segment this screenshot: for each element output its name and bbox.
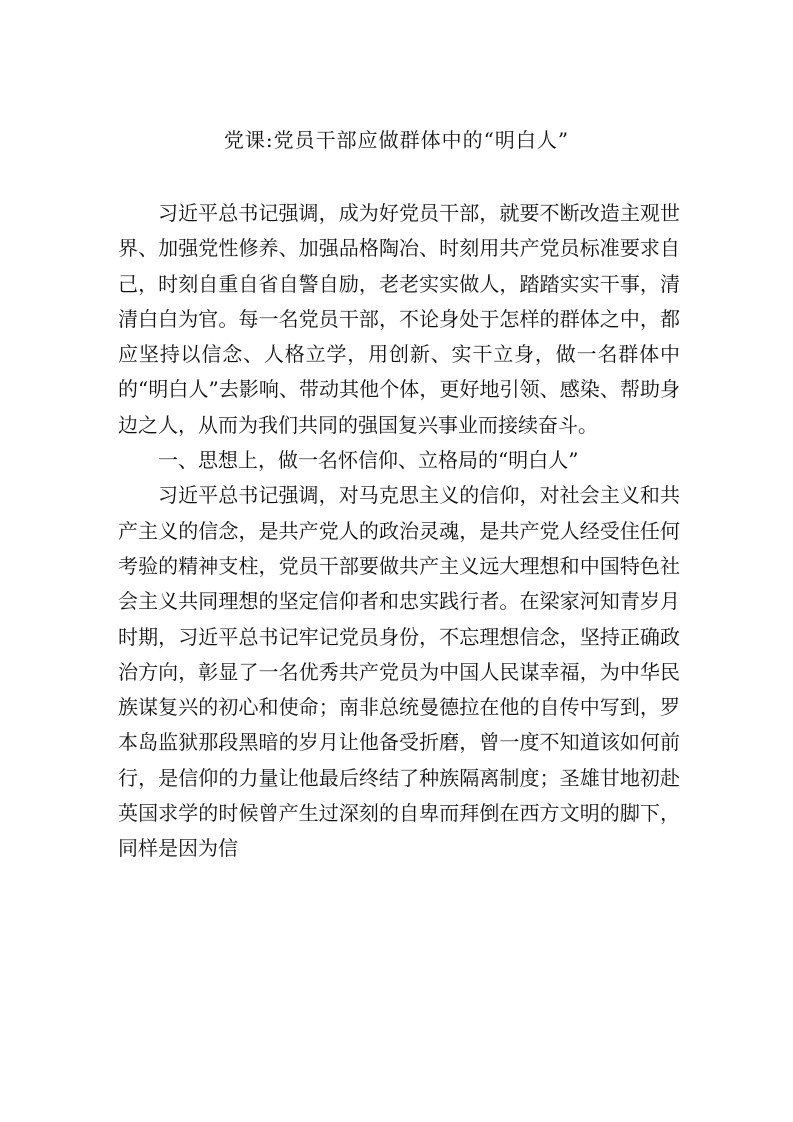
paragraph-section-1: 习近平总书记强调，对马克思主义的信仰，对社会主义和共产主义的信念，是共产党人的政治灵魂，是共产党人经受住任何考验的精神支柱，党员干部要做共产主义远大理想和中国特色社会主义共同理想的坚定信仰者和忠实践行者。在梁家河知青岁月时期，习近平总书记牢记党员身份，不忘理想信念，坚持正确政治方向，彰显了一名优秀共产党员为中国人民谋幸福，为中华民族谋复兴的初心和使命；南非总统曼德拉在他的自传中写到，罗本岛监狱那段黑暗的岁月让他备受折磨，曾一度不知道该如何前行，是信仰的力量让他最后终结了种族隔离制度；圣雄甘地初赴英国求学的时候曾产生过深刻的自卑而拜倒在西方文明的脚下，同样是因为信 [118,483,680,861]
document-body [118,196,680,867]
document-title: 党课:党员干部应做群体中的“明白人” [223,128,570,152]
paragraph-intro: 习近平总书记强调，成为好党员干部，就要不断改造主观世界、加强党性修养、加强品格陶冶、时刻用共产党员标准要求自己，时刻自重自省自警自励，老老实实做人，踏踏实实干事，清清白白为官。每一名党员干部，不论身处于怎样的群体之中，都应坚持以信念、人格立学，用创新、实干立身，做一名群体中的“明白人”去影响、带动其他个体，更好地引领、感染、帮助身边之人，从而为我们共同的强国复兴事业而接续奋斗。 [118,201,680,437]
section-heading-1: 一、思想上，做一名怀信仰、立格局的“明白人” [158,448,579,473]
